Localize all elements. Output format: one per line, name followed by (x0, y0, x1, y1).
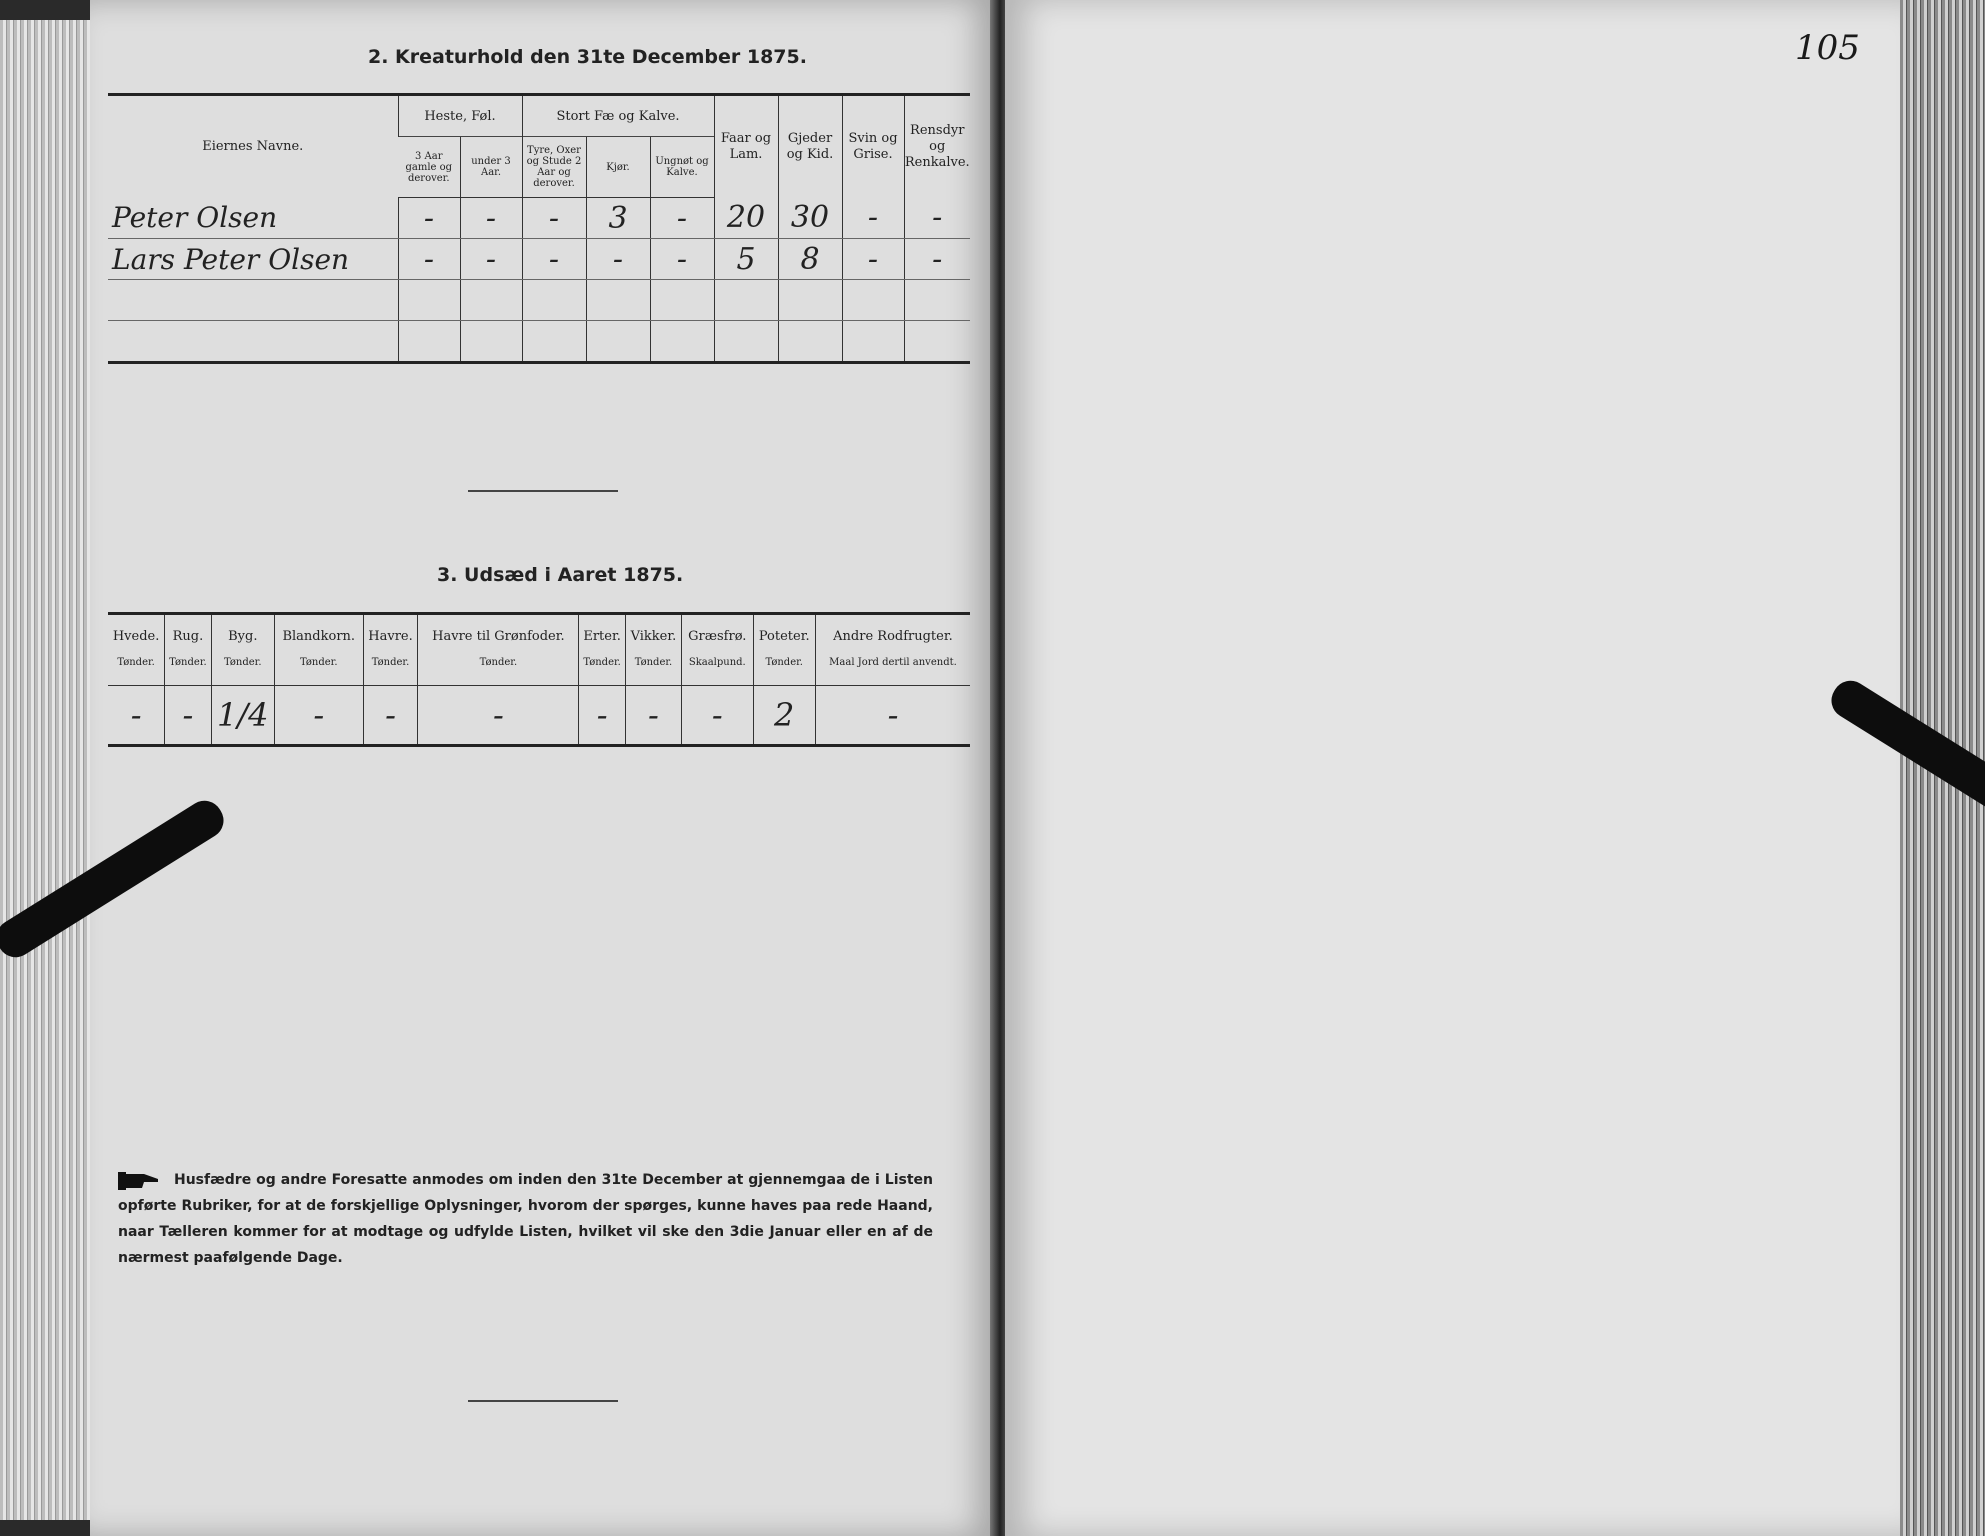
header-cows: Kjør. (586, 137, 650, 198)
header-potatoes: Poteter. Tønder. (753, 614, 815, 686)
cell-sheep: 5 (714, 239, 778, 280)
header-wheat: Hvede. Tønder. (108, 614, 165, 686)
header-mixed-grain: Blandkorn. Tønder. (274, 614, 363, 686)
cell-sheep: 20 (714, 198, 778, 239)
header-vetch: Vikker. Tønder. (625, 614, 681, 686)
cell-pigs: - (842, 198, 904, 239)
cell-potatoes: 2 (753, 686, 815, 746)
cell-goats: 8 (778, 239, 842, 280)
right-page (1005, 0, 1905, 1536)
header-peas: Erter. Tønder. (579, 614, 625, 686)
cell-grass-seed: - (682, 686, 753, 746)
cell-horses-old: - (398, 239, 460, 280)
owner-name: Lars Peter Olsen (108, 239, 398, 280)
header-pigs: Svin og Grise. (842, 95, 904, 198)
cell-wheat: - (130, 696, 142, 734)
cell-reindeer: - (904, 198, 970, 239)
footer-rule (468, 1400, 618, 1402)
header-barley: Byg. Tønder. (211, 614, 274, 686)
cell-horses-young: - (460, 198, 522, 239)
table-row (108, 321, 970, 363)
cell-green-fodder-oats: - (418, 686, 579, 746)
separator-rule (468, 490, 618, 492)
header-grass-seed: Græsfrø. Skaalpund. (682, 614, 753, 686)
cell-pigs: - (842, 239, 904, 280)
cell-young-cattle: - (650, 198, 714, 239)
table-row (108, 198, 970, 239)
left-page-edges (0, 20, 95, 1520)
cell-barley: 1/4 (211, 686, 274, 746)
cell-goats: 30 (778, 198, 842, 239)
header-goats: Gjeder og Kid. (778, 95, 842, 198)
header-green-fodder-oats: Havre til Grønfoder. Tønder. (418, 614, 579, 686)
cell-young-cattle: - (650, 239, 714, 280)
header-oats: Havre. Tønder. (363, 614, 418, 686)
cell-horses-old: - (398, 198, 460, 239)
header-owner-names: Eiernes Navne. (202, 138, 304, 154)
header-sheep: Faar og Lam. (714, 95, 778, 198)
header-bulls: Tyre, Oxer og Stude 2 Aar og derover. (522, 137, 586, 198)
header-horses-old: 3 Aar gamle og derover. (398, 137, 460, 198)
header-horses-young: under 3 Aar. (460, 137, 522, 198)
cell-vetch: - (625, 686, 681, 746)
cell-horses-young: - (460, 239, 522, 280)
cell-cows: - (586, 239, 650, 280)
table-row (108, 280, 970, 321)
cell-bulls: - (522, 239, 586, 280)
table-row (108, 686, 970, 746)
header-reindeer: Rensdyr og Renkalve. (904, 95, 970, 198)
table-row (108, 239, 970, 280)
cell-cows: 3 (586, 198, 650, 239)
sowing-table (108, 612, 970, 747)
cell-bulls: - (522, 198, 586, 239)
owner-name: Peter Olsen (108, 198, 398, 239)
header-young-cattle: Ungnøt og Kalve. (650, 137, 714, 198)
page-number: 105 (1795, 28, 1860, 68)
cell-oats: - (363, 686, 418, 746)
section-3-title: 3. Udsæd i Aaret 1875. (437, 564, 684, 586)
livestock-table (108, 93, 970, 364)
section-2-title: 2. Kreaturhold den 31te December 1875. (368, 46, 807, 68)
cell-reindeer: - (904, 239, 970, 280)
header-horses: Heste, Føl. (398, 95, 522, 137)
header-rye: Rug. Tønder. (165, 614, 211, 686)
instructions-notice (118, 1167, 933, 1271)
cell-peas: - (579, 686, 625, 746)
cell-other-root-crops: - (815, 686, 970, 746)
notice-text: Husfædre og andre Foresatte anmodes om inden den 31te December at gjennemgaa de i Listen opførte Rubriker, for at de forskjellige Oplysninger, hvorom der spørges, kunne haves paa rede Haand, naar Tælleren kommer for at modtage og udfylde Listen, hvilket vil ske den 3die Januar eller en af de nærmest paafølgende Dage. (118, 1172, 933, 1266)
header-other-root-crops: Andre Rodfrugter. Maal Jord dertil anvendt. (815, 614, 970, 686)
cell-mixed-grain: - (274, 686, 363, 746)
header-cattle: Stort Fæ og Kalve. (522, 95, 714, 137)
cell-rye: - (165, 686, 211, 746)
